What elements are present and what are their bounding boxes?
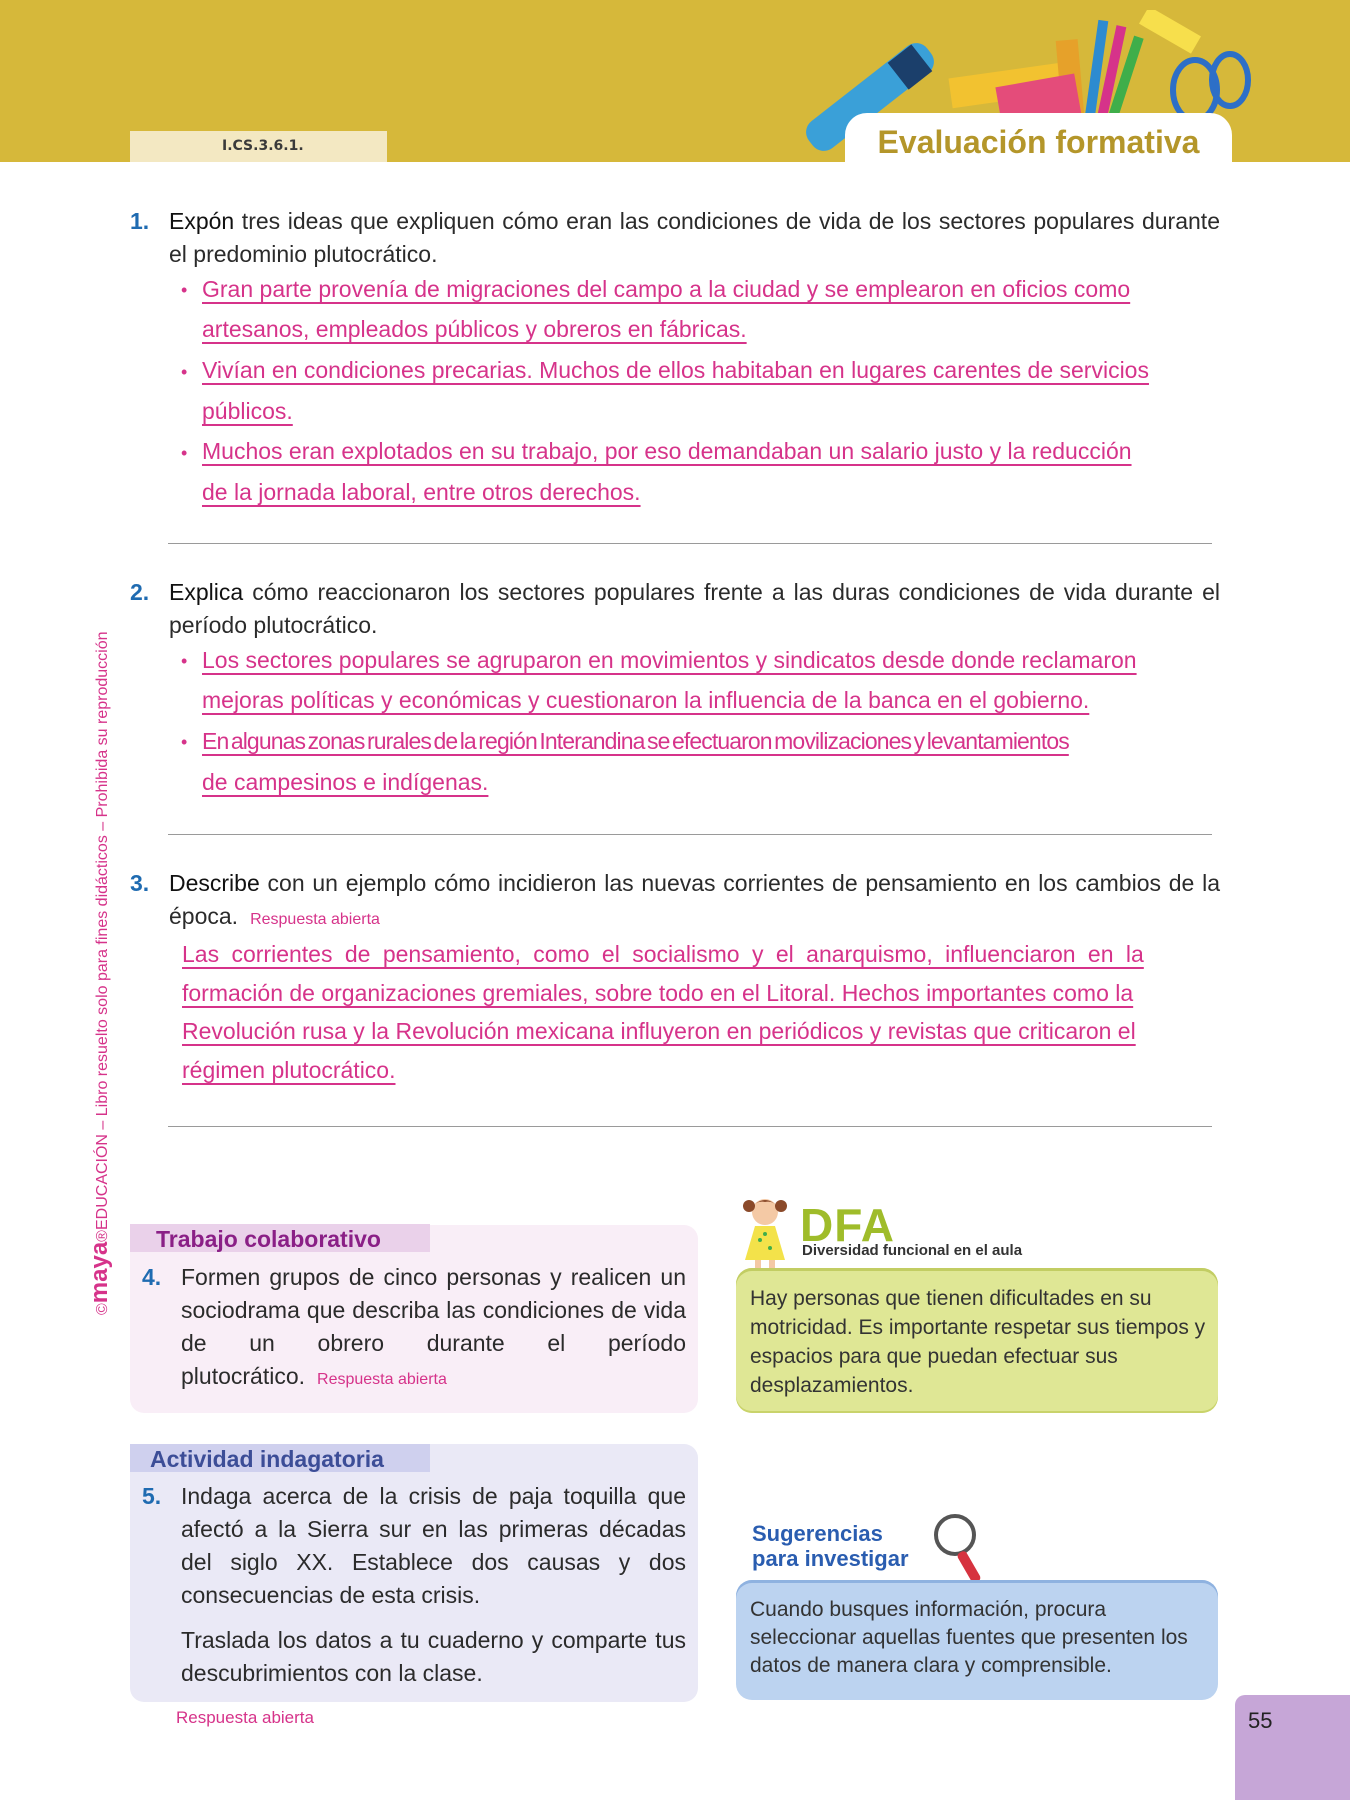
question-body: dos causas y dos consecuencias de esta crisis. [181,1549,686,1608]
dfa-subtitle: Diversidad funcional en el aula [802,1242,1023,1259]
question-verb: Formen [181,1264,261,1290]
question-text [169,867,1220,936]
question-body: con un ejemplo cómo incidieron las nuevas corrientes de pensamiento en los cambios de la época. [169,870,1220,929]
question-text [181,1480,686,1612]
question-body: cómo reaccionaron los sectores populares frente a las duras condiciones de vida durante el período plutocrático. [169,579,1220,638]
answer-line: En algunas zonas rurales de la región Interandina se efectuaron movilizaciones y levantamientos [202,728,1069,754]
question-verb: Describe [169,870,260,896]
answer-line: de la jornada laboral, entre otros derechos. [202,479,641,505]
girl-illustration-icon [725,1190,805,1270]
question-text [181,1261,686,1396]
question-verb: comparte [551,1627,648,1653]
question-number: 4. [142,1264,162,1290]
question-text [169,205,1220,271]
question-body: tres ideas que expliquen cómo eran las condiciones de vida de los sectores populares durante el predominio plutocrático. [169,208,1220,267]
bullet-icon: • [181,280,188,300]
blank-answer-line [168,543,1212,544]
answer-line: Vivían en condiciones precarias. Muchos de ellos habitaban en lugares carentes de servicios [202,357,1149,383]
collaborative-work-title: Trabajo colaborativo [130,1224,430,1252]
response-note: Respuesta abierta [250,911,380,928]
copyright-symbol: © [94,1303,111,1315]
suggestions-title-line1: Sugerencias [752,1521,883,1546]
blank-answer-line [168,834,1212,835]
question-number: 3. [130,870,150,896]
blank-answer-line [168,1126,1212,1127]
question-body: acerca de la crisis de paja toquilla que afectó a la Sierra sur en las primeras décadas del siglo XX. [181,1483,686,1575]
question-body: tus descubrimientos con la clase. [181,1627,686,1686]
dfa-title: DFA [800,1199,895,1251]
bullet-icon: • [181,443,188,463]
bullet-icon: • [181,362,188,382]
question-text [169,576,1220,642]
response-note: Respuesta abierta [176,1708,314,1727]
question-number: 2. [130,579,150,605]
question-1 [130,205,1220,271]
question-verb: Establece [351,1549,453,1575]
question-body: un sociodrama que describa las condiciones de vida de un obrero durante el período plutocrático. [181,1264,686,1389]
answer-line: Revolución rusa y la Revolución mexicana influyeron en periódicos y revistas que criticaron el [182,1018,1136,1044]
bullet-icon: • [181,651,188,671]
bullet-icon: • [181,732,188,752]
answer-line: públicos. [202,398,293,424]
suggestions-title [752,1521,909,1571]
answer-line: régimen plutocrático. [182,1057,396,1083]
magnifier-icon [930,1510,990,1590]
brand-name: maya [86,1241,113,1304]
inquiry-activity-title: Actividad indagatoria [130,1444,430,1472]
question-5 [142,1480,686,1690]
question-number: 1. [130,208,150,234]
answer-line: Gran parte provenía de migraciones del campo a la ciudad y se emplearon en oficios como [202,276,1131,302]
answer-line: mejoras políticas y económicas y cuestionaron la influencia de la banca en el gobierno. [202,687,1090,713]
question-verb: Expón [169,208,235,234]
question-body: grupos de cinco personas y [260,1264,571,1290]
suggestions-text: Cuando busques información, procura seleccionar aquellas fuentes que presenten los datos de manera clara y comprensible. [750,1598,1188,1677]
page-number: 55 [1248,1708,1273,1733]
question-verb: realicen [570,1264,652,1290]
question-3 [130,867,1220,936]
question-verb: Traslada [181,1627,270,1653]
answer-line: artesanos, empleados públicos y obreros en fábricas. [202,316,747,342]
question-body: los datos a tu cuaderno y [269,1627,552,1653]
question-2 [130,576,1220,642]
question-verb: Explica [169,579,244,605]
curriculum-code: I.CS.3.6.1. [130,131,387,162]
copyright-notice: EDUCACIÓN – Libro resuelto solo para fines didácticos – Prohibida su reproducción [94,631,111,1231]
registered-symbol: ® [94,1230,111,1242]
answer-line: Muchos eran explotados en su trabajo, por eso demandaban un salario justo y la reducción [202,438,1132,464]
question-number: 5. [142,1483,162,1509]
dfa-text: Hay personas que tienen dificultades en su motricidad. Es importante respetar sus tiempos y espacios para que puedan efectuar sus desplazamientos. [750,1287,1206,1397]
question-4 [142,1261,686,1396]
answer-line: Las corrientes de pensamiento, como el socialismo y el anarquismo, influenciaron en la [182,941,1144,967]
response-note: Respuesta abierta [317,1371,447,1388]
answer-line: de campesinos e indígenas. [202,769,489,795]
section-title: Evaluación formativa [877,124,1200,160]
question-verb: Indaga [181,1483,252,1509]
question-text [181,1624,686,1690]
copyright-side-text [80,475,120,1315]
suggestions-title-line2: para investigar [752,1546,909,1571]
answer-line: formación de organizaciones gremiales, sobre todo en el Litoral. Hechos importantes como la [182,980,1134,1006]
answer-line: Los sectores populares se agruparon en movimientos y sindicatos desde donde reclamaron [202,647,1137,673]
